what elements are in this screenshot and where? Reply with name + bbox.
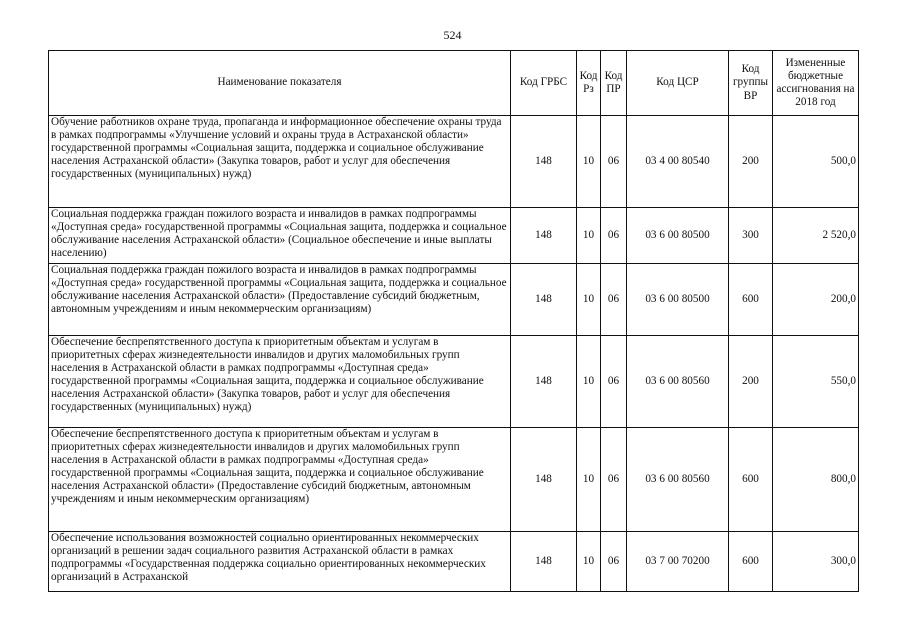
row-vr: 600 (729, 428, 773, 532)
row-rz: 10 (577, 428, 601, 532)
row-pr: 06 (601, 208, 627, 264)
page-number: 524 (443, 28, 462, 42)
table-row (49, 264, 859, 336)
row-amount: 2 520,0 (773, 208, 859, 264)
row-vr: 600 (729, 264, 773, 336)
row-pr: 06 (601, 532, 627, 592)
row-name: Обеспечение беспрепятственного доступа к приоритетным объектам и услугам в приоритетных сферах жизнедеятельности инвалидов и других маломобильных групп населения в Астраханской области в рамках подпрограммы «Доступная среда» государственной программы «Социальная защита, поддержка и социальное обслуживание населения Астраханской области» (Предоставление субсидий бюджетным, автономным учреждениям и иным некоммерческим организациям) (49, 428, 511, 532)
row-grbs: 148 (511, 208, 577, 264)
row-grbs: 148 (511, 428, 577, 532)
header-amount: Измененные бюджетные ассигнования на 2018 год (773, 51, 859, 116)
budget-table (48, 50, 859, 592)
header-vr: Код группы ВР (729, 51, 773, 116)
row-name: Социальная поддержка граждан пожилого возраста и инвалидов в рамках подпрограммы «Доступная среда» государственной программы «Социальная защита, поддержка и социальное обслуживание населения Астраханской области» (Предоставление субсидий бюджетным, автономным учреждениям и иным некоммерческим организациям) (49, 264, 511, 336)
header-grbs: Код ГРБС (511, 51, 577, 116)
table-row (49, 532, 859, 592)
table-header (49, 51, 859, 116)
row-rz: 10 (577, 208, 601, 264)
row-amount: 500,0 (773, 116, 859, 208)
header-pr: Код ПР (601, 51, 627, 116)
row-vr: 200 (729, 336, 773, 428)
table-body (49, 116, 859, 592)
row-pr: 06 (601, 264, 627, 336)
row-vr: 200 (729, 116, 773, 208)
row-pr: 06 (601, 428, 627, 532)
row-csr: 03 6 00 80560 (627, 428, 729, 532)
row-grbs: 148 (511, 532, 577, 592)
row-name: Обеспечение беспрепятственного доступа к приоритетным объектам и услугам в приоритетных сферах жизнедеятельности инвалидов и других маломобильных групп населения в Астраханской области в рамках подпрограммы «Доступная среда» государственной программы «Социальная защита, поддержка и социальное обслуживание населения Астраханской области» (Закупка товаров, работ и услуг для обеспечения государственных (муниципальных) нужд) (49, 336, 511, 428)
row-grbs: 148 (511, 336, 577, 428)
header-rz: Код Рз (577, 51, 601, 116)
row-amount: 300,0 (773, 532, 859, 592)
row-rz: 10 (577, 532, 601, 592)
row-vr: 600 (729, 532, 773, 592)
row-rz: 10 (577, 116, 601, 208)
row-amount: 200,0 (773, 264, 859, 336)
row-name: Обеспечение использования возможностей социально ориентированных некоммерческих организаций в решении задач социального развития Астраханской области в рамках подпрограммы «Государственная поддержка социально ориентированных некоммерческих организаций в Астраханской (49, 532, 511, 592)
row-grbs: 148 (511, 116, 577, 208)
row-name: Социальная поддержка граждан пожилого возраста и инвалидов в рамках подпрограммы «Доступная среда» государственной программы «Социальная защита, поддержка и социальное обслуживание населения Астраханской области» (Социальное обеспечение и иные выплаты населению) (49, 208, 511, 264)
row-rz: 10 (577, 336, 601, 428)
row-pr: 06 (601, 336, 627, 428)
row-grbs: 148 (511, 264, 577, 336)
header-row (49, 51, 859, 116)
row-rz: 10 (577, 264, 601, 336)
row-csr: 03 6 00 80500 (627, 264, 729, 336)
table-row (49, 208, 859, 264)
row-amount: 800,0 (773, 428, 859, 532)
row-csr: 03 6 00 80560 (627, 336, 729, 428)
row-vr: 300 (729, 208, 773, 264)
table-row (49, 428, 859, 532)
row-pr: 06 (601, 116, 627, 208)
table-row (49, 336, 859, 428)
header-name: Наименование показателя (49, 51, 511, 116)
row-csr: 03 7 00 70200 (627, 532, 729, 592)
row-csr: 03 4 00 80540 (627, 116, 729, 208)
header-csr: Код ЦСР (627, 51, 729, 116)
row-csr: 03 6 00 80500 (627, 208, 729, 264)
row-amount: 550,0 (773, 336, 859, 428)
table-row (49, 116, 859, 208)
row-name: Обучение работников охране труда, пропаганда и информационное обеспечение охраны труда в рамках подпрограммы «Улучшение условий и охраны труда в Астраханской области» государственной программы «Социальная защита, поддержка и социальное обслуживание населения Астраханской области» (Закупка товаров, работ и услуг для обеспечения государственных (муниципальных) нужд) (49, 116, 511, 208)
